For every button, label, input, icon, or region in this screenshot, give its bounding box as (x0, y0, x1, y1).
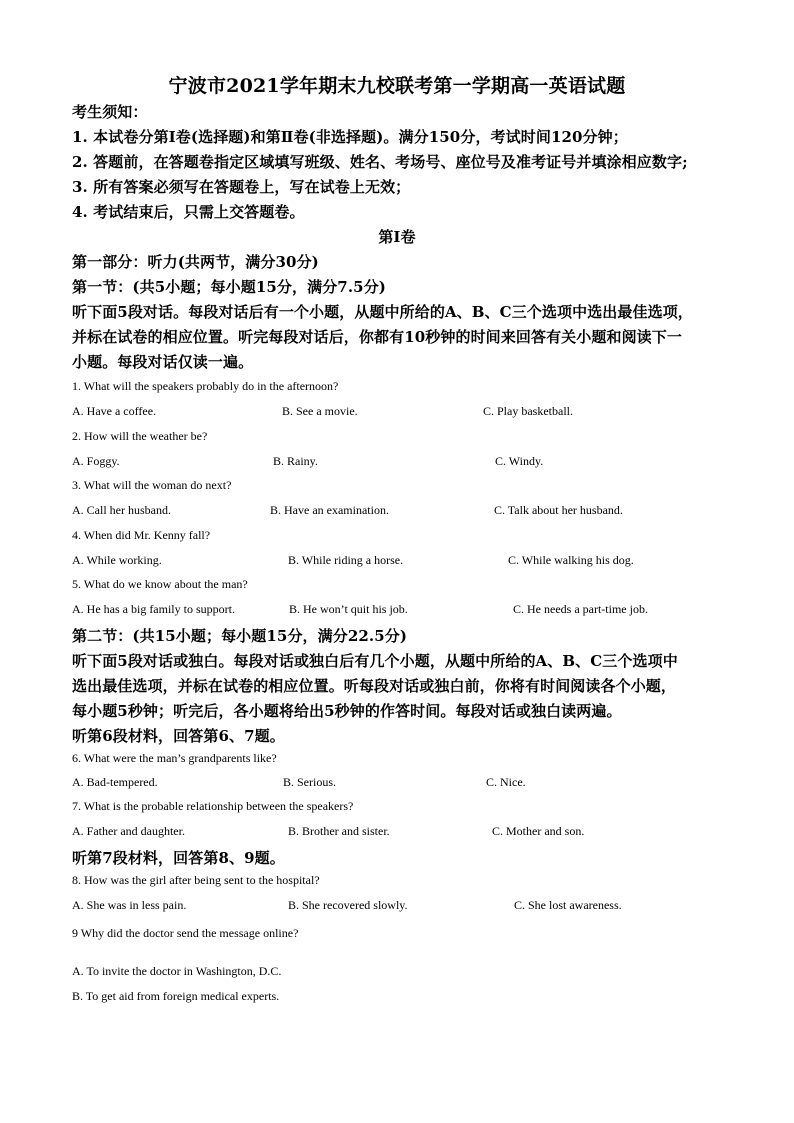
section2-instruction: 听下面5段对话或独白。每段对话或独白后有几个小题，从题中所给的A、B、C三个选项中 (72, 652, 678, 670)
option-a: A. Foggy. (72, 454, 120, 468)
page-title: 宁波市2021学年期末九校联考第一学期高一英语试题 (168, 75, 626, 97)
option-b: B. Brother and sister. (288, 824, 390, 838)
question-7: 7. What is the probable relationship between the speakers? (72, 799, 354, 813)
section1-instruction: 听下面5段对话。每段对话后有一个小题，从题中所给的A、B、C三个选项中选出最佳选项， (72, 303, 693, 321)
part1-heading: 第一部分：听力(共两节，满分30分) (72, 253, 319, 271)
option-a: A. Bad-tempered. (72, 775, 158, 789)
question-6: 6. What were the man’s grandparents like? (72, 751, 277, 765)
option-a: A. Father and daughter. (72, 824, 185, 838)
option-c: C. He needs a part-time job. (513, 602, 648, 616)
question-1: 1. What will the speakers probably do in the afternoon? (72, 379, 339, 393)
option-a: A. Have a coffee. (72, 404, 157, 418)
notice-item: 2. 答题前，在答题卷指定区域填写班级、姓名、考场号、座位号及准考证号并填涂相应数字; (72, 153, 688, 171)
section1-instruction: 小题。每段对话仅读一遍。 (72, 353, 254, 371)
notice-heading: 考生须知： (72, 103, 148, 121)
option-b: B. To get aid from foreign medical experts. (72, 989, 280, 1003)
option-c: C. Mother and son. (492, 824, 585, 838)
option-c: C. Nice. (486, 775, 526, 789)
volume-heading: 第Ⅰ卷 (378, 228, 416, 246)
option-c: C. Play basketball. (483, 404, 573, 418)
option-c: C. While walking his dog. (508, 553, 634, 567)
question-3: 3. What will the woman do next? (72, 478, 232, 492)
option-a: A. To invite the doctor in Washington, D.C. (72, 964, 282, 978)
section2-instruction: 选出最佳选项，并标在试卷的相应位置。听每段对话或独白前，你将有时间阅读各个小题， (72, 677, 677, 695)
section1-heading: 第一节：(共5小题；每小题15分，满分7.5分) (72, 278, 387, 296)
option-c: C. She lost awareness. (514, 898, 622, 912)
question-2: 2. How will the weather be? (72, 429, 208, 443)
material-6-heading: 听第6段材料，回答第6、7题。 (72, 727, 285, 745)
option-b: B. Serious. (283, 775, 337, 789)
question-5: 5. What do we know about the man? (72, 577, 248, 591)
option-b: B. See a movie. (282, 404, 358, 418)
section2-heading: 第二节：(共15小题；每小题15分，满分22.5分) (72, 627, 408, 645)
option-b: B. While riding a horse. (288, 553, 404, 567)
option-a: A. While working. (72, 553, 162, 567)
material-7-heading: 听第7段材料，回答第8、9题。 (72, 849, 285, 867)
option-a: A. He has a big family to support. (72, 602, 235, 616)
option-c: C. Windy. (495, 454, 544, 468)
notice-item: 3. 所有答案必须写在答题卷上，写在试卷上无效； (72, 178, 411, 196)
notice-item: 1. 本试卷分第Ⅰ卷(选择题)和第Ⅱ卷(非选择题)。满分150分，考试时间120分钟； (72, 128, 628, 146)
option-a: A. Call her husband. (72, 503, 171, 517)
option-a: A. She was in less pain. (72, 898, 187, 912)
option-b: B. She recovered slowly. (288, 898, 408, 912)
option-b: B. He won’t quit his job. (289, 602, 408, 616)
question-8: 8. How was the girl after being sent to the hospital? (72, 873, 320, 887)
option-b: B. Have an examination. (270, 503, 389, 517)
question-4: 4. When did Mr. Kenny fall? (72, 528, 211, 542)
option-c: C. Talk about her husband. (494, 503, 623, 517)
section1-instruction: 并标在试卷的相应位置。听完每段对话后，你都有10秒钟的时间来回答有关小题和阅读下一 (72, 328, 682, 346)
section2-instruction: 每小题5秒钟；听完后，各小题将给出5秒钟的作答时间。每段对话或独白读两遍。 (72, 702, 622, 720)
option-b: B. Rainy. (273, 454, 318, 468)
notice-item: 4. 考试结束后，只需上交答题卷。 (72, 203, 305, 221)
question-9: 9 Why did the doctor send the message online? (72, 926, 299, 940)
